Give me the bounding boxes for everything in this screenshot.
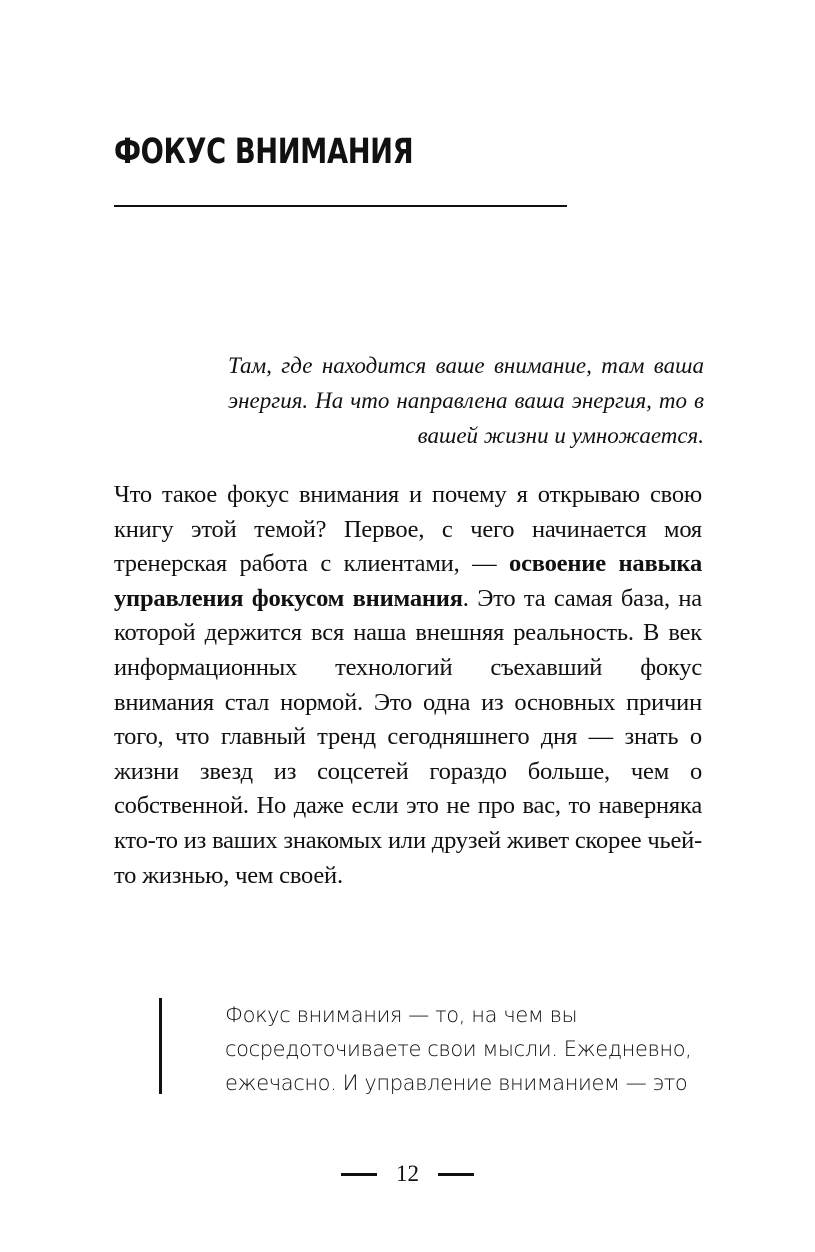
page-footer	[0, 1156, 815, 1192]
footer-dash-left	[341, 1173, 377, 1176]
pullquote-line: сосредоточиваете свои мысли. Ежедневно,	[225, 1037, 692, 1061]
footer-dash-right	[438, 1173, 474, 1176]
body-text-bold: освоение навыка управления фокусом внимания	[114, 550, 703, 612]
epigraph: Там, где находится ваше внимание, там ваша энергия. На что направлена ваша энергия, то в вашей жизни и умножается.	[228, 353, 704, 448]
pullquote-line: ежечасно. И управление вниманием — это	[225, 1071, 688, 1095]
pullquote	[225, 998, 695, 1100]
chapter-title: ФОКУС ВНИМАНИЯ	[114, 132, 414, 172]
pullquote-bar	[159, 998, 162, 1094]
pullquote-line: Фокус внимания — то, на чем вы	[225, 1003, 578, 1027]
body-paragraph	[114, 478, 702, 893]
title-underline	[114, 205, 567, 207]
body-text-end: . Это та самая база, на которой держится вся наша внешняя реальность. В век информационных технологий съехавший фокус внимания стал нормой. Это одна из основных причин того, что главный тренд сегодняшнего дня — знать о жизни звезд из соцсетей гораздо больше, чем о собственной. Но даже если это не про вас, то наверняка кто-то из ваших знакомых или друзей живет скорее чьей-то жизнью, чем своей.	[114, 584, 702, 889]
page-number: 12	[396, 1161, 419, 1186]
body-text-start: Что такое фокус внимания и почему я открываю свою книгу этой темой? Первое, с чего начинается моя тренерская работа с клиентами, —	[114, 481, 702, 578]
